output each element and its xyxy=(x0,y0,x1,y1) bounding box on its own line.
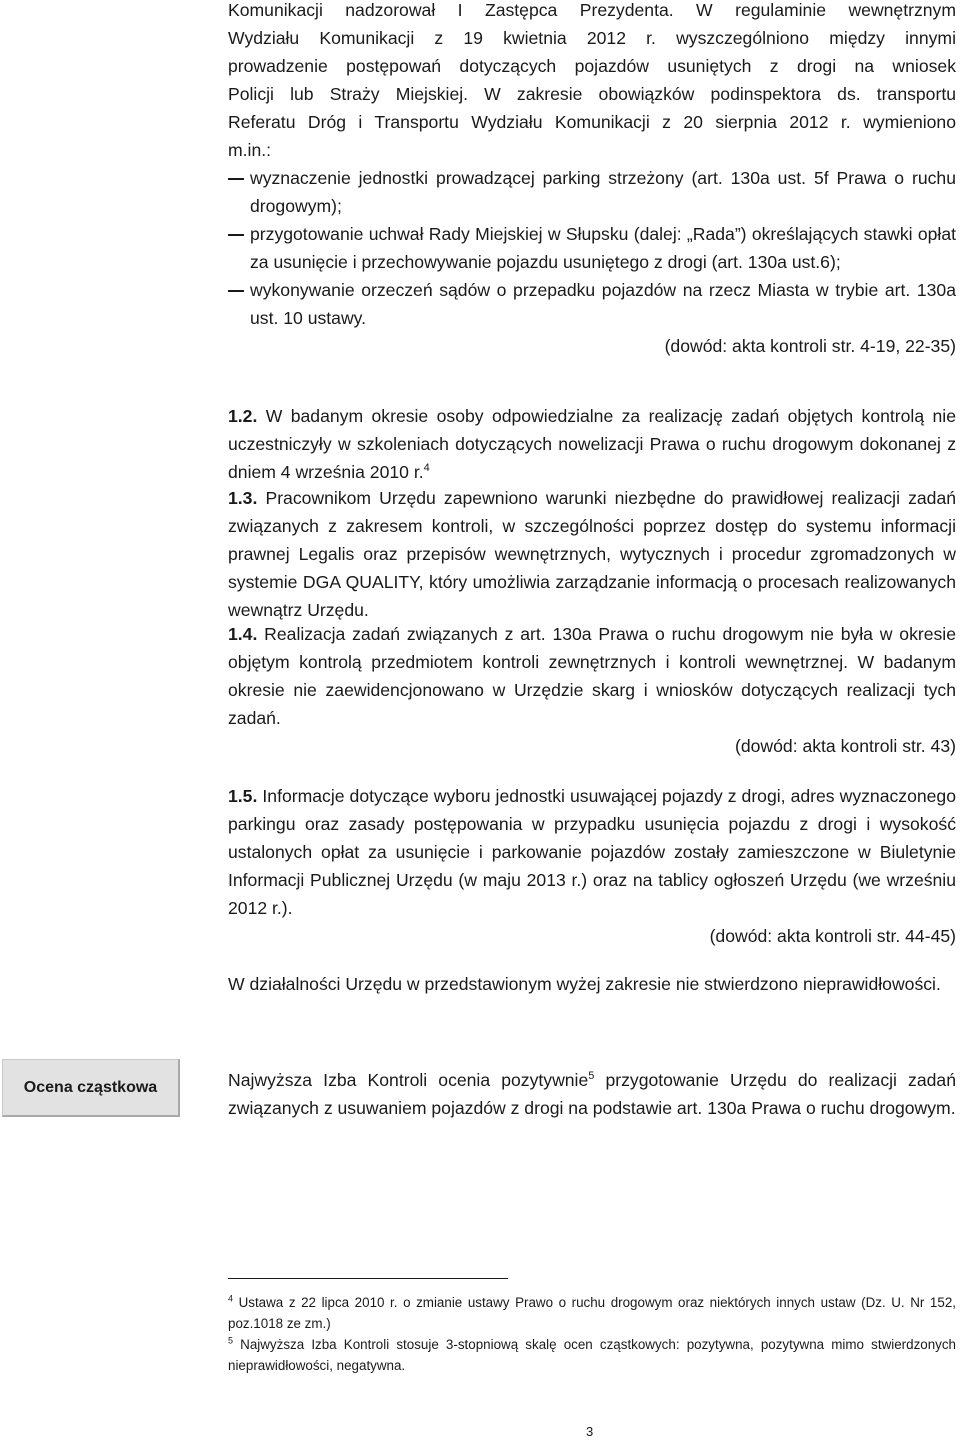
evidence-reference: (dowód: akta kontroli str. 4-19, 22-35) xyxy=(664,336,956,356)
intro-line: Komunikacji nadzorował I Zastępca Prezydenta. W regulaminie wewnętrznym xyxy=(228,0,956,20)
intro-line: m.in.: xyxy=(228,140,272,160)
footnote xyxy=(228,1292,956,1334)
section-text: Informacje dotyczące wyboru jednostki usuwającej pojazdy z drogi, adres wyznaczonego parkingu oraz zasady postępowania w przypadku usunięcia pojazdu z drogi i wysokość ustalonych opłat za usunięcie i parkowanie pojazdów zostały zamieszczone w Biuletynie Informacji Publicznej Urzędu (w maju 2013 r.) oraz na tablicy ogłoszeń Urzędu (we wrześniu 2012 r.). xyxy=(228,786,956,918)
intro-line: Wydziału Komunikacji z 19 kwietnia 2012 r. wyszczególniono między innymi xyxy=(228,28,956,48)
list-item-text: przygotowanie uchwał Rady Miejskiej w Słupsku (dalej: „Rada”) określających stawki opłat za usunięcie i przechowywanie pojazdu usuniętego z drogi (art. 130a ust.6); xyxy=(250,224,956,272)
list-item-text: wykonywanie orzeczeń sądów o przepadku pojazdów na rzecz Miasta w trybie art. 130a ust. 10 ustawy. xyxy=(250,280,956,328)
section-number: 1.5. xyxy=(228,786,258,806)
footnote xyxy=(228,1334,956,1376)
list-item xyxy=(228,220,956,276)
page-number: 3 xyxy=(586,1424,594,1439)
assessment-text: przygotowanie Urzędu do realizacji zadań związanych z usuwaniem pojazdów z drogi na podstawie art. 130a Prawa o ruchu drogowym. xyxy=(228,1070,956,1118)
list-item xyxy=(228,164,956,220)
section-number: 1.3. xyxy=(228,488,258,508)
intro-line: prowadzenie postępowań dotyczących pojazdów usuniętych z drogi na wniosek xyxy=(228,56,956,76)
footnote-number: 5 xyxy=(228,1335,234,1346)
section-1-4 xyxy=(228,620,956,760)
footnote-number: 4 xyxy=(228,1293,234,1304)
evidence-reference: (dowód: akta kontroli str. 43) xyxy=(734,736,956,756)
footnote-separator xyxy=(228,1278,508,1279)
assessment-text: Najwyższa Izba Kontroli ocenia pozytywnie xyxy=(228,1070,589,1090)
footnote-text: Ustawa z 22 lipca 2010 r. o zmianie ustawy Prawo o ruchu drogowym oraz niektórych innych ustaw (Dz. U. Nr 152, poz.1018 ze zm.) xyxy=(228,1295,956,1331)
section-text: W badanym okresie osoby odpowiedzialne za realizację zadań objętych kontrolą nie uczestniczyły w szkoleniach dotyczących nowelizacji Prawa o ruchu drogowym dokonanej z dniem 4 września 2010 r. xyxy=(228,406,956,482)
intro-paragraph xyxy=(228,0,956,164)
footnote-ref: 4 xyxy=(423,462,430,475)
section-1-2 xyxy=(228,402,956,486)
intro-line: Referatu Dróg i Transportu Wydziału Komunikacji z 20 sierpnia 2012 r. wymieniono xyxy=(228,112,956,132)
assessment-paragraph xyxy=(228,1066,956,1122)
assessment-label: Ocena cząstkowa xyxy=(23,1078,158,1096)
section-number: 1.4. xyxy=(228,624,258,644)
list-item xyxy=(228,276,956,332)
section-1-5 xyxy=(228,782,956,950)
duties-list xyxy=(228,164,956,360)
section-1-3 xyxy=(228,484,956,624)
section-text: Realizacja zadań związanych z art. 130a Prawa o ruchu drogowym nie była w okresie objętym kontrolą przedmiotem kontroli zewnętrznych i kontroli wewnętrznej. W badanym okresie nie zaewidencjonowano w Urzędzie skarg i wniosków dotyczących realizacji tych zadań. xyxy=(228,624,956,728)
summary-text: W działalności Urzędu w przedstawionym wyżej zakresie nie stwierdzono nieprawidłowości. xyxy=(228,974,941,994)
evidence-reference: (dowód: akta kontroli str. 44-45) xyxy=(709,926,956,946)
summary-paragraph xyxy=(228,970,956,998)
footnote-text: Najwyższa Izba Kontroli stosuje 3-stopniową skalę ocen cząstkowych: pozytywna, pozytywna mimo stwierdzonych nieprawidłowości, negatywna. xyxy=(228,1337,956,1373)
section-text: Pracownikom Urzędu zapewniono warunki niezbędne do prawidłowej realizacji zadań związanych z zakresem kontroli, w szczególności poprzez dostęp do systemu informacji prawnej Legalis oraz przepisów wewnętrznych, wytycznych i procedur zgromadzonych w systemie DGA QUALITY, który umożliwia zarządzanie informacją o procesach realizowanych wewnątrz Urzędu. xyxy=(228,488,957,620)
assessment-label-box xyxy=(2,1059,180,1117)
section-number: 1.2. xyxy=(228,406,258,426)
footnote-ref: 5 xyxy=(588,1070,595,1083)
intro-line: Policji lub Straży Miejskiej. W zakresie obowiązków podinspektora ds. transportu xyxy=(228,84,956,104)
list-item-text: wyznaczenie jednostki prowadzącej parking strzeżony (art. 130a ust. 5f Prawa o ruchu drogowym); xyxy=(250,168,956,216)
